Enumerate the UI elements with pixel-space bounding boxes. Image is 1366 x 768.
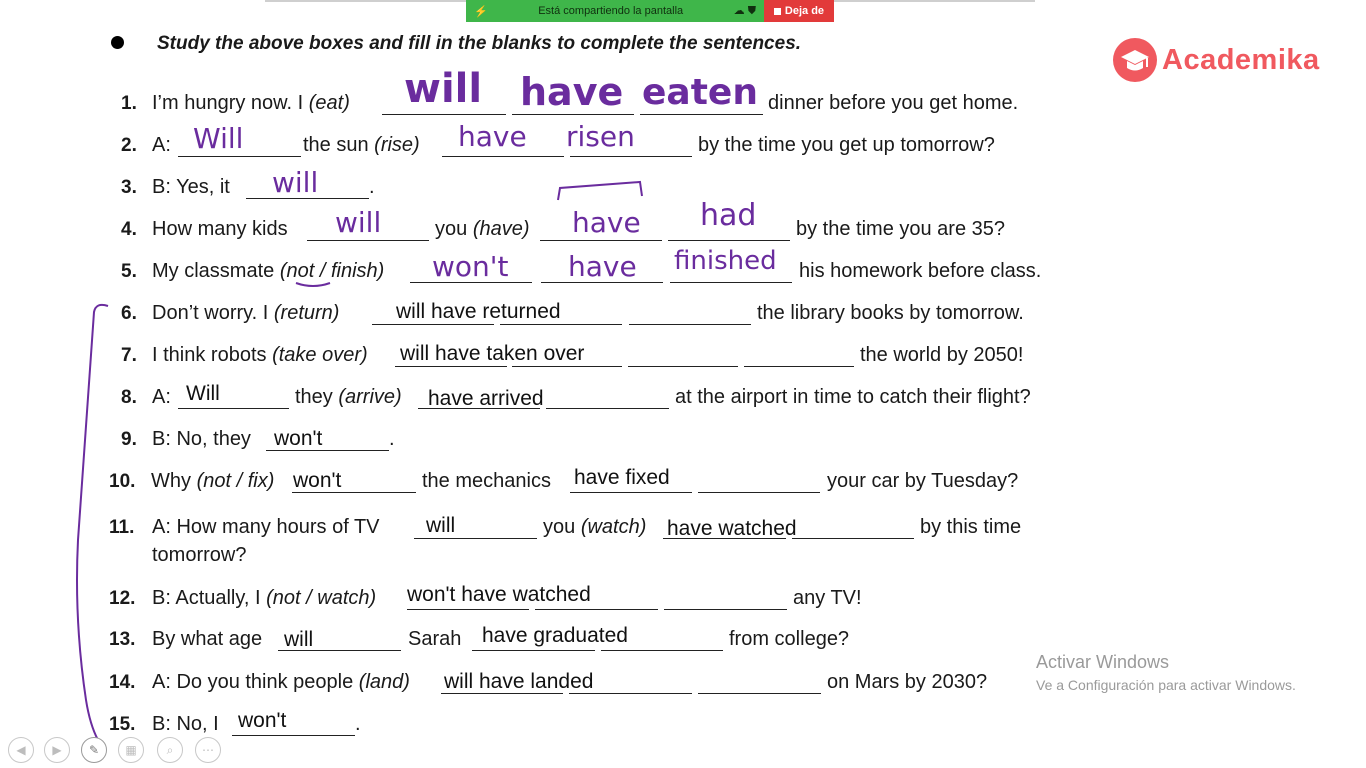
share-status-text: Está compartiendo la pantalla (538, 5, 684, 17)
sentence-text: I think robots (take over) (152, 344, 368, 366)
sentence-text: . (389, 428, 395, 450)
typed-answer: have fixed (574, 466, 670, 489)
sentence-text: B: Actually, I (not / watch) (152, 587, 377, 609)
sentence-text: they (arrive) (295, 386, 402, 408)
item-number: 9. (121, 429, 137, 450)
item-number: 11. (109, 517, 135, 538)
sentence-text: by the time you are 35? (796, 218, 1006, 240)
pin-icon[interactable]: ⚡ (474, 5, 488, 18)
typed-answer: will (284, 628, 314, 651)
item-number: 15. (109, 714, 136, 735)
sentence-text: A: (152, 386, 171, 408)
handwritten-answer: risen (566, 120, 635, 153)
sentence-text: B: Yes, it (152, 176, 230, 198)
item-number: 13. (109, 629, 136, 650)
item-number: 3. (121, 177, 137, 198)
stop-sharing-label: Deja de (784, 5, 825, 17)
sentence-text: dinner before you get home. (768, 92, 1019, 114)
sentence-text: A: (152, 134, 171, 156)
handwritten-answer: won't (432, 250, 509, 283)
item-number: 12. (109, 588, 136, 609)
sentence-text: from college? (729, 628, 850, 650)
sentence-text: your car by Tuesday? (827, 470, 1019, 492)
item-number: 2. (121, 135, 137, 156)
item-number: 8. (121, 387, 137, 408)
sentence-text: . (369, 176, 375, 198)
handwritten-answer: have (568, 250, 637, 283)
sentence-text: My classmate (not / finish) (152, 260, 385, 282)
handwritten-answer: have (458, 120, 527, 153)
handwritten-answer: had (700, 198, 757, 233)
share-icons: ☁ ⛊ (733, 5, 756, 17)
sentence-text: tomorrow? (152, 544, 247, 566)
sentence-text: Don’t worry. I (return) (152, 302, 340, 324)
typed-answer: won't (293, 469, 342, 492)
sentence-text: the world by 2050! (860, 344, 1024, 366)
sentence-text: on Mars by 2030? (827, 671, 988, 693)
pen-icon[interactable]: ✎ (81, 737, 107, 763)
sentence-text: I’m hungry now. I (eat) (152, 92, 350, 114)
sentence-text: by the time you get up tomorrow? (698, 134, 995, 156)
zoom-icon[interactable]: ⌕ (157, 737, 183, 763)
typed-answer: have watched (667, 517, 797, 540)
handwritten-answer: have (520, 70, 624, 114)
typed-answer: will have taken over (400, 342, 585, 365)
sentence-text: any TV! (793, 587, 862, 609)
activation-watermark-title: Activar Windows (1036, 652, 1170, 672)
item-number: 4. (121, 219, 137, 240)
sentence-text: . (355, 713, 361, 735)
typed-answer: have arrived (428, 387, 544, 410)
typed-answer: won't (274, 427, 323, 450)
sentence-text: you (have) (435, 218, 530, 240)
item-number: 5. (121, 261, 137, 282)
sentence-text: A: How many hours of TV (152, 516, 380, 538)
activation-watermark-subtitle: Ve a Configuración para activar Windows. (1036, 677, 1296, 693)
sentence-text: the library books by tomorrow. (757, 302, 1024, 324)
handwritten-answer: will (404, 66, 483, 112)
sentence-text: the mechanics (422, 470, 551, 492)
handwritten-answer: have (572, 206, 641, 239)
instruction-heading: Study the above boxes and fill in the blanks to complete the sentences. (157, 33, 802, 54)
sentence-text: Sarah (408, 628, 462, 650)
sentence-text: the sun (rise) (303, 134, 420, 156)
layout-icon[interactable]: ▦ (118, 737, 144, 763)
sentence-text: By what age (152, 628, 263, 650)
typed-answer: won't have watched (407, 583, 591, 606)
sentence-text: you (watch) (543, 516, 647, 538)
handwritten-answer: will (272, 166, 319, 199)
typed-answer: will have returned (396, 300, 561, 323)
sentence-text: B: No, they (152, 428, 251, 450)
handwritten-answer: eaten (642, 72, 758, 113)
typed-answer: will have landed (444, 670, 594, 693)
item-number: 6. (121, 303, 137, 324)
sentence-text: A: Do you think people (land) (152, 671, 410, 693)
more-icon[interactable]: ⋯ (195, 737, 221, 763)
item-number: 14. (109, 672, 136, 693)
typed-answer: have graduated (482, 624, 628, 647)
item-number: 7. (121, 345, 137, 366)
sentence-text: by this time (920, 516, 1022, 538)
typed-answer: Will (186, 382, 220, 405)
prev-icon[interactable]: ◀ (8, 737, 34, 763)
next-icon[interactable]: ▶ (44, 737, 70, 763)
item-number: 10. (109, 471, 136, 492)
item-number: 1. (121, 93, 137, 114)
sentence-text: B: No, I (152, 713, 219, 735)
handwritten-answer: will (335, 206, 382, 239)
handwritten-answer: finished (674, 246, 777, 276)
handwritten-answer: Will (193, 122, 244, 155)
logo-text: Academika (1162, 43, 1320, 76)
typed-answer: won't (238, 709, 287, 732)
sentence-text: his homework before class. (799, 260, 1042, 282)
typed-answer: will (426, 514, 456, 537)
sentence-text: Why (not / fix) (151, 470, 275, 492)
sentence-text: at the airport in time to catch their flight? (675, 386, 1031, 408)
sentence-text: How many kids (152, 218, 288, 240)
